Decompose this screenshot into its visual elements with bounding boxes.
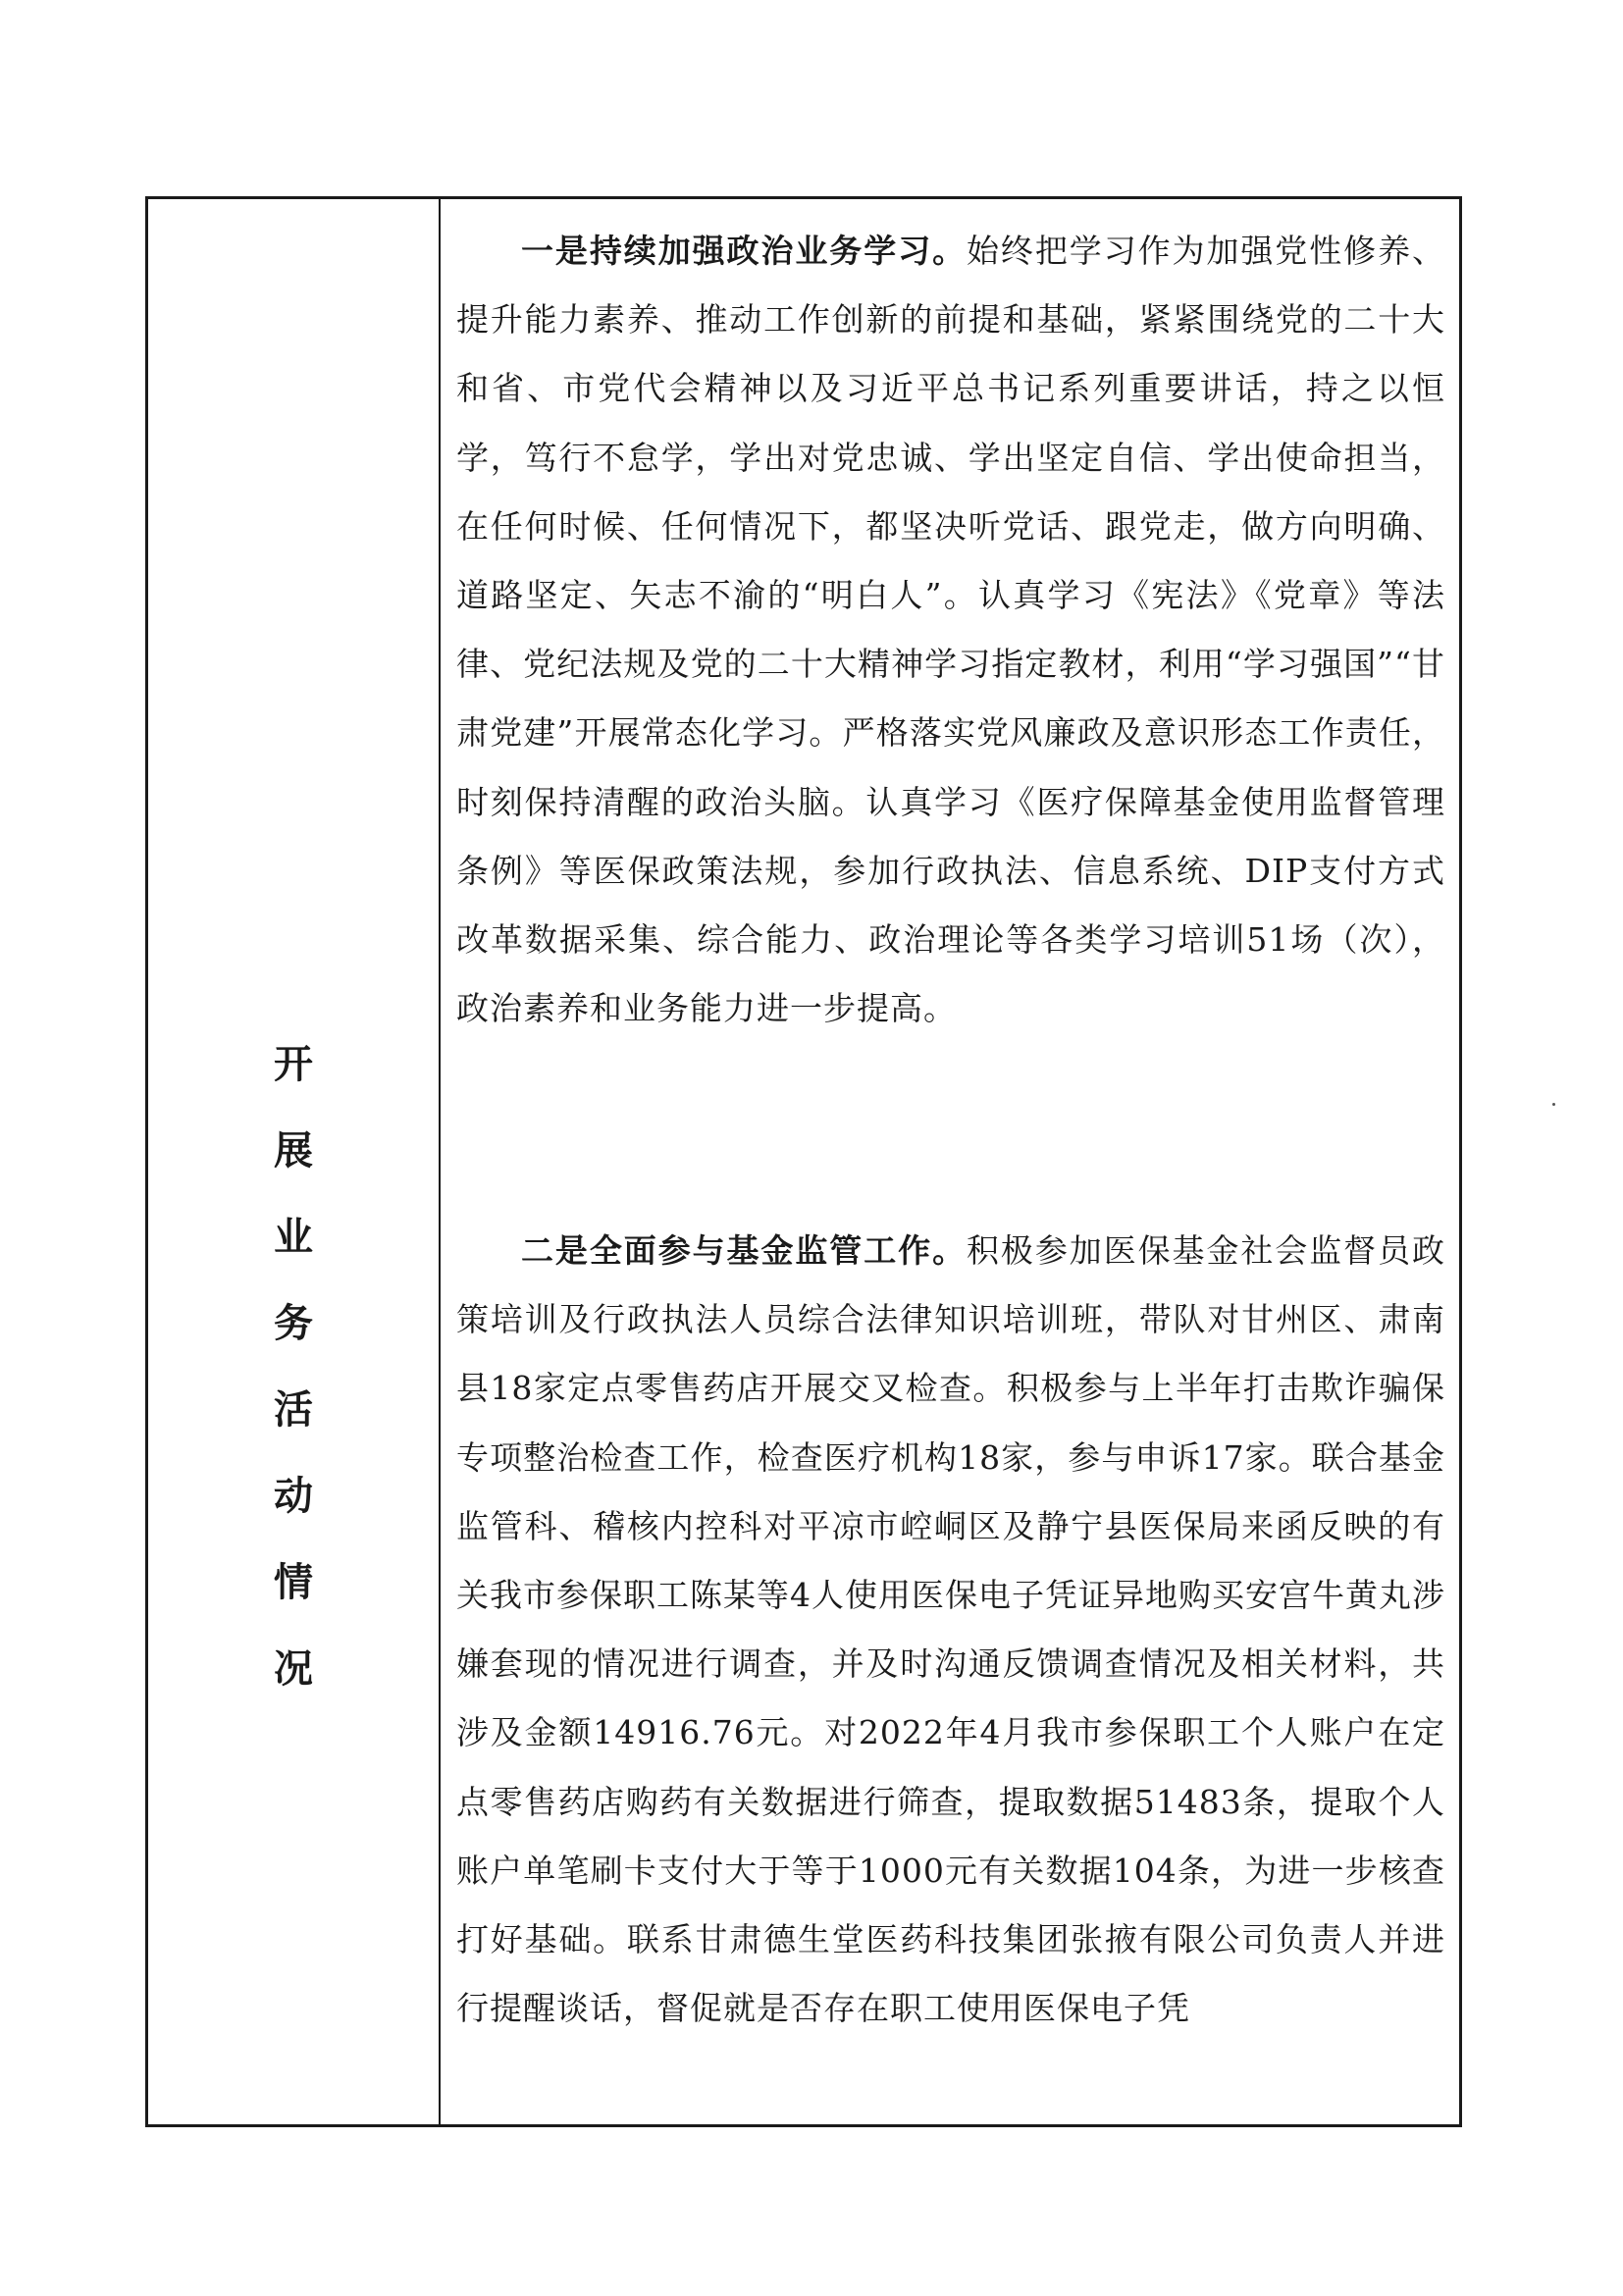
- label-char: 活: [274, 1387, 313, 1433]
- scan-speck: [1552, 1103, 1555, 1106]
- paragraph-study: [456, 217, 1445, 1043]
- label-char: 展: [274, 1128, 313, 1174]
- paragraph-lead: 一是持续加强政治业务学习。: [521, 232, 967, 270]
- paragraph-supervision: [456, 1217, 1445, 2043]
- label-char: 务: [274, 1301, 313, 1346]
- content-cell: [441, 199, 1459, 2124]
- label-char: 开: [274, 1042, 313, 1087]
- label-char: 业: [274, 1215, 313, 1260]
- label-char: 情: [274, 1560, 313, 1605]
- row-label: [148, 1021, 439, 1712]
- paragraph-lead: 二是全面参与基金监管工作。: [521, 1231, 967, 1270]
- row-label-cell: [148, 199, 441, 2124]
- paragraph-body: 始终把学习作为加强党性修养、提升能力素养、推动工作创新的前提和基础，紧紧围绕党的二十大和省、市党代会精神以及习近平总书记系列重要讲话，持之以恒学，笃行不怠学，学出对党忠诚、学出坚定自信、学出使命担当，在任何时候、任何情况下，都坚决听党话、跟党走，做方向明确、道路坚定、矢志不渝的“明白人”。认真学习《宪法》《党章》等法律、党纪法规及党的二十大精神学习指定教材，利用“学习强国”“甘肃党建”开展常态化学习。严格落实党风廉政及意识形态工作责任，时刻保持清醒的政治头脑。认真学习《医疗保障基金使用监督管理条例》等医保政策法规，参加行政执法、信息系统、DIP支付方式改革数据采集、综合能力、政治理论等各类学习培训51场（次），政治素养和业务能力进一步提高。: [456, 232, 1446, 1028]
- label-char: 动: [274, 1474, 313, 1519]
- label-char: 况: [274, 1646, 313, 1692]
- paragraph-body: 积极参加医保基金社会监督员政策培训及行政执法人员综合法律知识培训班，带队对甘州区、肃南县18家定点零售药店开展交叉检查。积极参与上半年打击欺诈骗保专项整治检查工作，检查医疗机构18家，参与申诉17家。联合基金监管科、稽核内控科对平凉市崆峒区及静宁县医保局来函反映的有关我市参保职工陈某等4人使用医保电子凭证异地购买安宫牛黄丸涉嫌套现的情况进行调查，并及时沟通反馈调查情况及相关材料，共涉及金额14916.76元。对2022年4月我市参保职工个人账户在定点零售药店购药有关数据进行筛查，提取数据51483条，提取个人账户单笔刷卡支付大于等于1000元有关数据104条，为进一步核查打好基础。联系甘肃德生堂医药科技集团张掖有限公司负责人并进行提醒谈话，督促就是否存在职工使用医保电子凭: [456, 1231, 1446, 2028]
- activity-table: [145, 196, 1462, 2127]
